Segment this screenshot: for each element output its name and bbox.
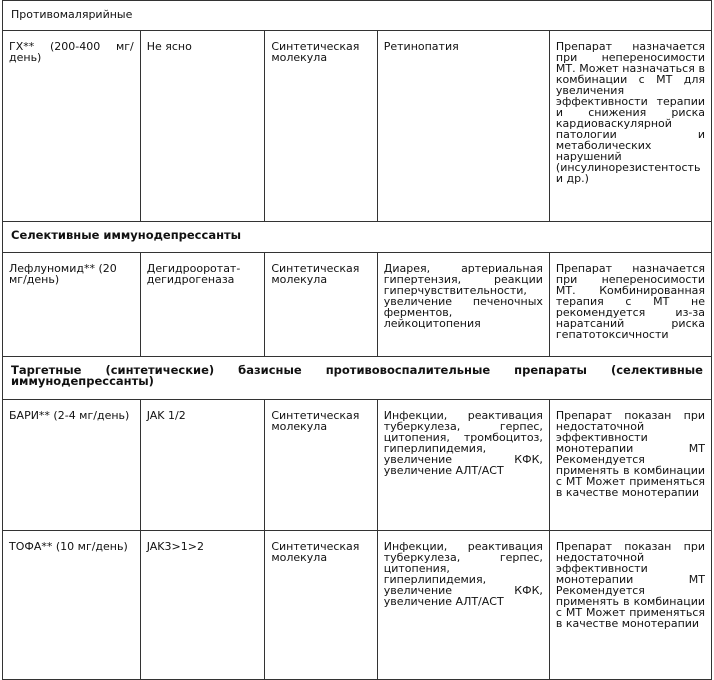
adverse-cell: Инфекции, реактивация туберкулеза, герпес, цитопения, тромбоцитоз, гиперлипидемия, увеличение КФК, увеличение АЛТ/АСТ — [377, 400, 549, 531]
section-row — [3, 222, 712, 253]
comment-cell: Препарат показан при недостаточной эффективности монотерапии МТ Рекомендуется применять в комбинации с МТ Может применяться в качестве монотерапии — [549, 400, 711, 531]
section-row — [3, 357, 712, 400]
target-cell: Дегидрооротат-дегидрогеназа — [140, 253, 265, 357]
adverse-cell: Ретинопатия — [377, 31, 549, 222]
table-row — [3, 400, 712, 531]
type-cell: Синтетическая молекула — [265, 400, 377, 531]
type-cell: Синтетическая молекула — [265, 31, 377, 222]
target-cell: JAK 1/2 — [140, 400, 265, 531]
section-row — [3, 1, 712, 31]
drug-cell: БАРИ** (2-4 мг/день) — [3, 400, 141, 531]
section-antimalarial: Противомалярийные — [3, 1, 712, 31]
adverse-cell: Инфекции, реактивация туберкулеза, герпес, цитопения, гиперлипидемия, увеличение КФК, увеличение АЛТ/АСТ — [377, 531, 549, 680]
target-cell: Не ясно — [140, 31, 265, 222]
table-row — [3, 31, 712, 222]
drug-cell: ТОФА** (10 мг/день) — [3, 531, 141, 680]
drug-cell: Лефлуномид** (20 мг/день) — [3, 253, 141, 357]
table-row — [3, 253, 712, 357]
drug-cell: ГХ** (200-400 мг/день) — [3, 31, 141, 222]
type-cell: Синтетическая молекула — [265, 531, 377, 680]
comment-cell: Препарат назначается при непереносимости МТ. Может назначаться в комбинации с МТ для увеличения эффективности терапии и снижения риска кардиоваскулярной патологии и метаболических нарушений (инсулинорезистентость и др.) — [549, 31, 711, 222]
target-cell: JAK3>1>2 — [140, 531, 265, 680]
section-selective: Селективные иммунодепрессанты — [3, 222, 712, 253]
drug-table — [2, 0, 712, 680]
comment-cell: Препарат назначается при непереносимости МТ. Комбинированная терапия с МТ не рекомендуется из-за наратсаний риска гепатотоксичности — [549, 253, 711, 357]
section-targeted: Таргетные (синтетические) базисные противовоспалительные препараты (селективные иммунодепрессанты) — [3, 357, 712, 400]
comment-cell: Препарат показан при недостаточной эффективности монотерапии МТ Рекомендуется применять в комбинации с МТ Может применяться в качестве монотерапии — [549, 531, 711, 680]
type-cell: Синтетическая молекула — [265, 253, 377, 357]
adverse-cell: Диарея, артериальная гипертензия, реакции гиперчувствительности, увеличение печеночных ферментов, лейкоцитопения — [377, 253, 549, 357]
table-row — [3, 531, 712, 680]
